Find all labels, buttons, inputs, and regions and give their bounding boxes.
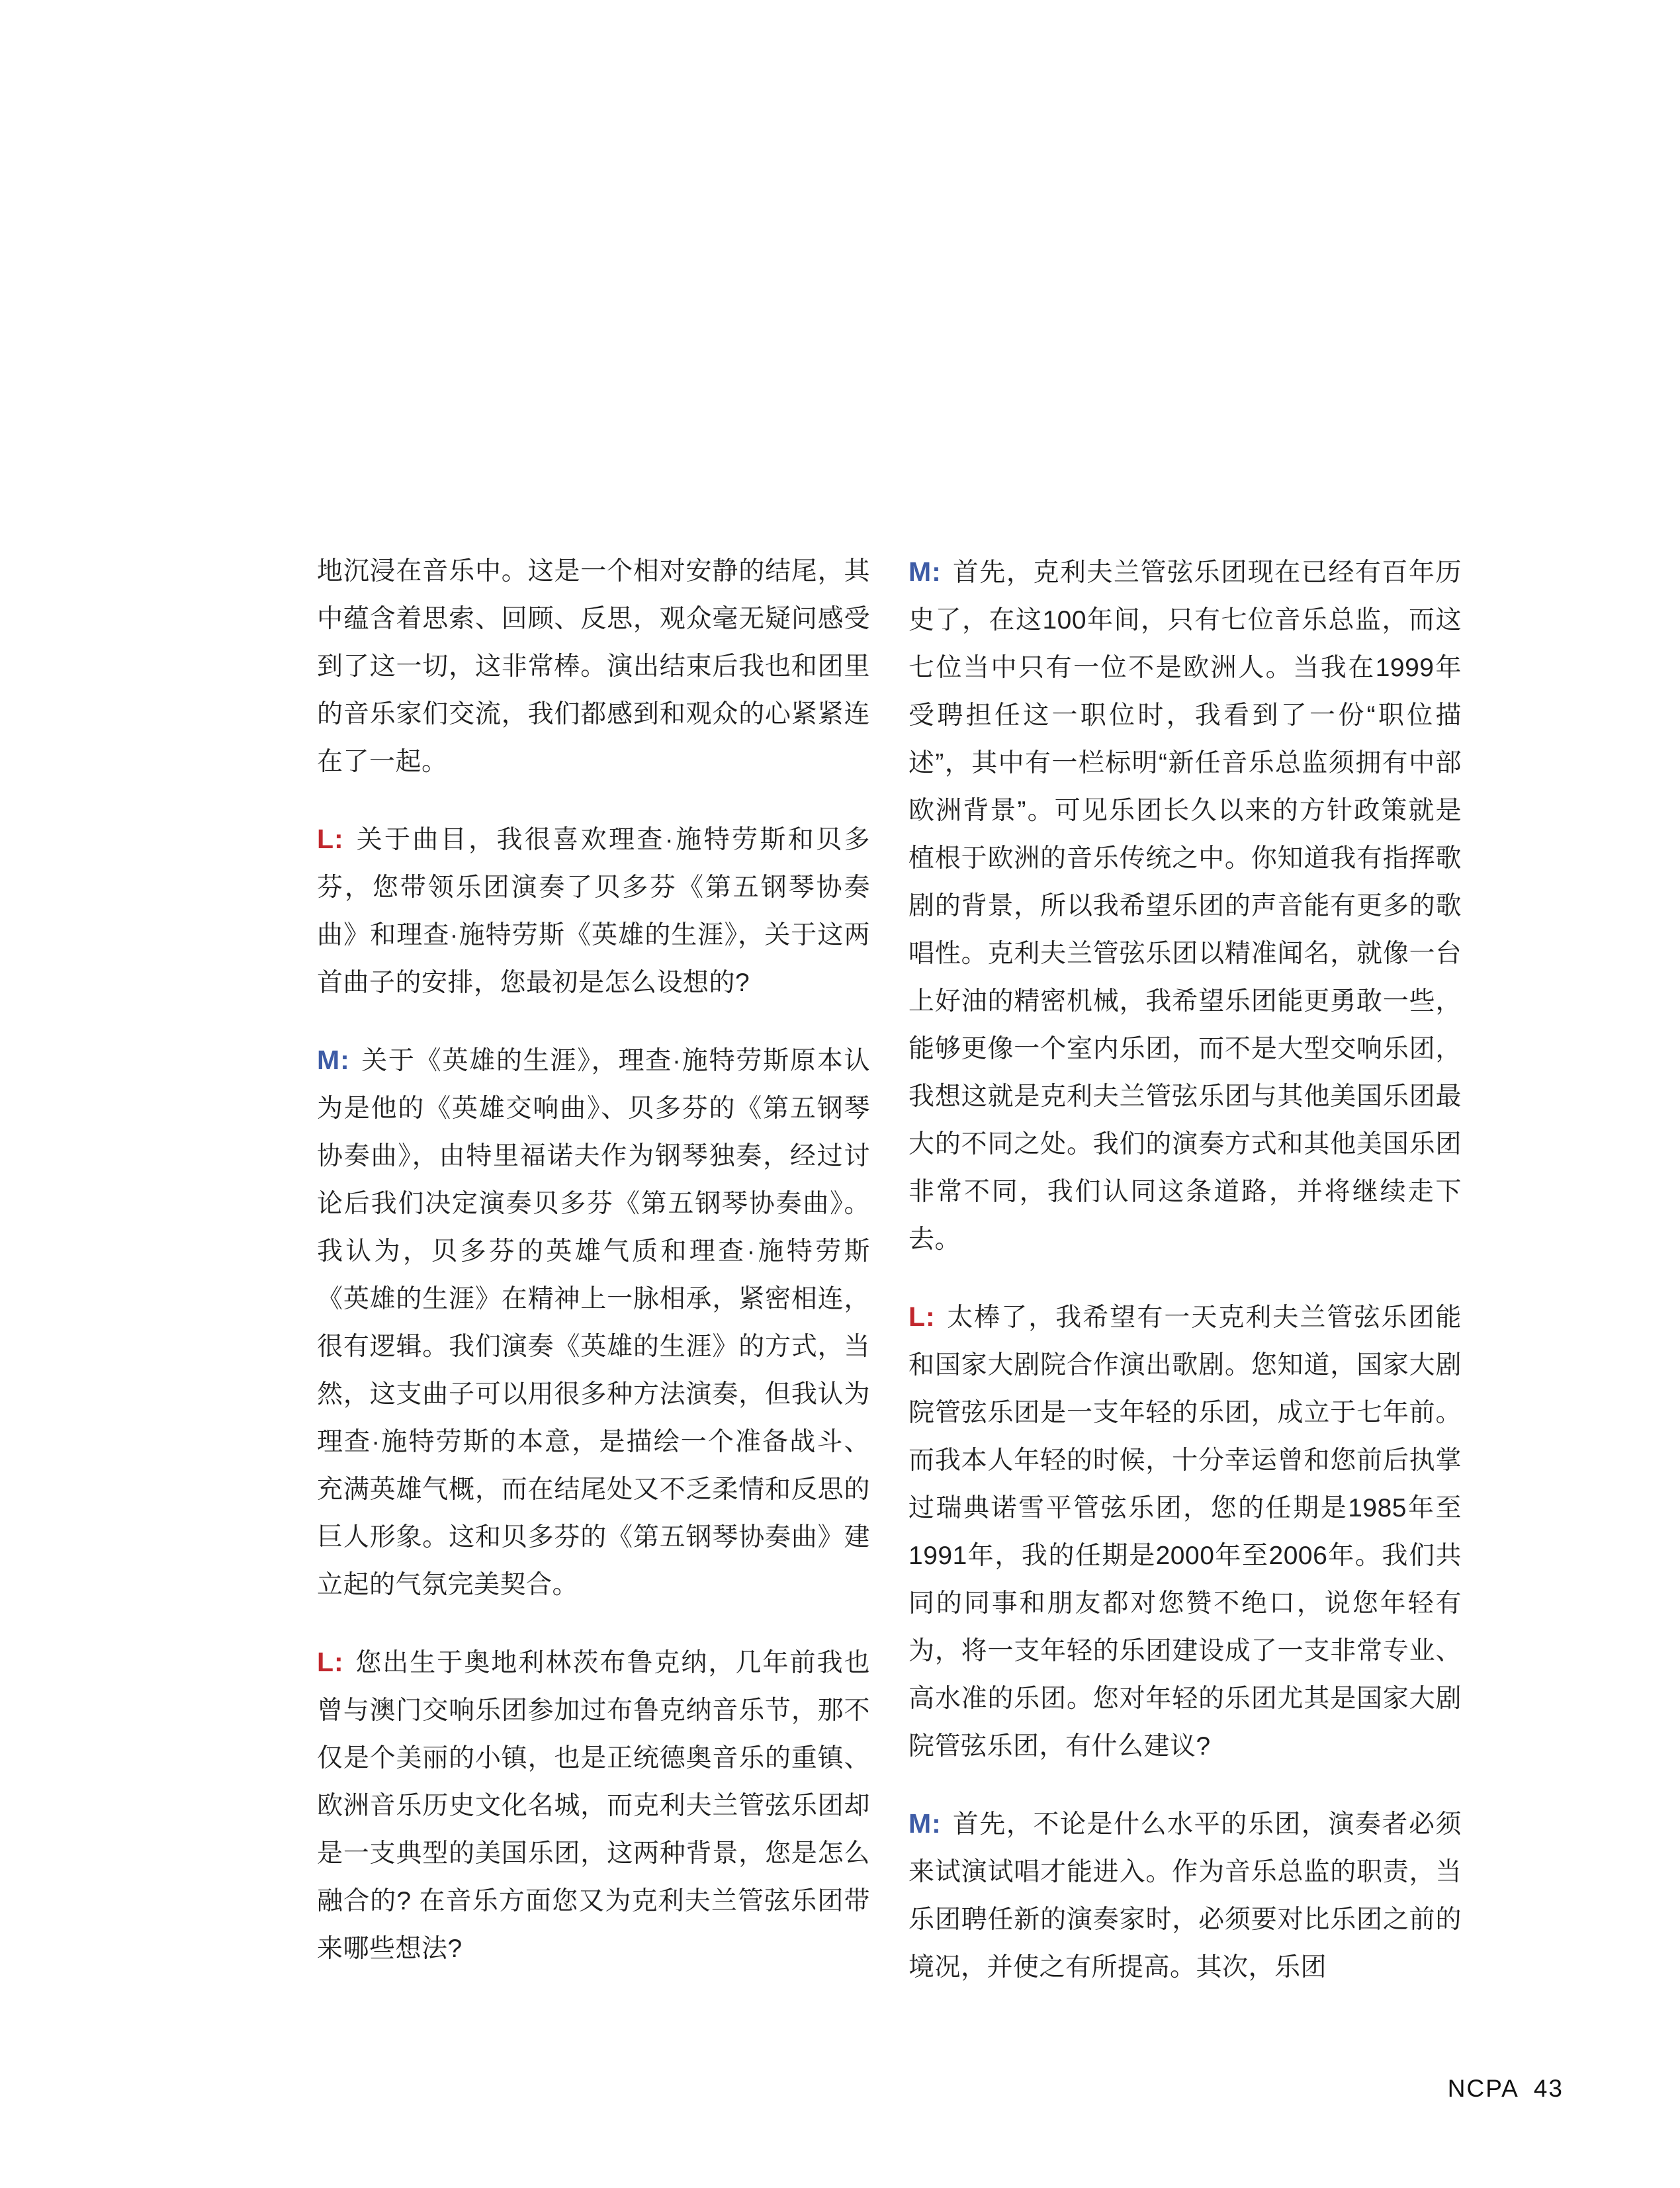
- paragraph-text: 首先，克利夫兰管弦乐团现在已经有百年历史了，在这100年间，只有七位音乐总监，而这七位当中只有一位不是欧洲人。当我在1999年受聘担任这一职位时，我看到了一份“职位描述”，其中有一栏标明“新任音乐总监须拥有中部欧洲背景”。可见乐团长久以来的方针政策就是植根于欧洲的音乐传统之中。你知道我有指挥歌剧的背景，所以我希望乐团的声音能有更多的歌唱性。克利夫兰管弦乐团以精准闻名，就像一台上好油的精密机械，我希望乐团能更勇敢一些，能够更像一个室内乐团，而不是大型交响乐团，我想这就是克利夫兰管弦乐团与其他美国乐团最大的不同之处。我们的演奏方式和其他美国乐团非常不同，我们认同这条道路，并将继续走下去。: [908, 558, 1462, 1254]
- speaker-label-m: M:: [908, 556, 942, 587]
- left-text-column: [317, 548, 870, 2002]
- speaker-label-l: L:: [317, 824, 344, 854]
- interview-paragraph: [317, 548, 870, 786]
- paragraph-text: 地沉浸在音乐中。这是一个相对安静的结尾，其中蕴含着思索、回顾、反思，观众毫无疑问感受到了这一切，这非常棒。演出结束后我也和团里的音乐家们交流，我们都感到和观众的心紧紧连在了一起。: [317, 557, 870, 776]
- paragraph-text: 太棒了，我希望有一天克利夫兰管弦乐团能和国家大剧院合作演出歌剧。您知道，国家大剧院管弦乐团是一支年轻的乐团，成立于七年前。而我本人年轻的时候，十分幸运曾和您前后执掌过瑞典诺雪平管弦乐团，您的任期是1985年至1991年，我的任期是2000年至2006年。我们共同的同事和朋友都对您赞不绝口，说您年轻有为，将一支年轻的乐团建设成了一支非常专业、高水准的乐团。您对年轻的乐团尤其是国家大剧院管弦乐团，有什么建议?: [908, 1303, 1462, 1761]
- paragraph-text: 关于曲目，我很喜欢理查·施特劳斯和贝多芬，您带领乐团演奏了贝多芬《第五钢琴协奏曲》和理查·施特劳斯《英雄的生涯》，关于这两首曲子的安排，您最初是怎么设想的?: [317, 826, 870, 997]
- speaker-label-m: M:: [317, 1045, 350, 1075]
- page-footer: [1448, 2075, 1564, 2103]
- interview-paragraph: [908, 548, 1462, 1264]
- interview-paragraph: [908, 1800, 1462, 1991]
- interview-paragraph: [908, 1293, 1462, 1771]
- speaker-label-m: M:: [908, 1808, 942, 1839]
- footer-brand: NCPA: [1447, 2075, 1519, 2102]
- paragraph-text: 关于《英雄的生涯》，理查·施特劳斯原本认为是他的《英雄交响曲》、贝多芬的《第五钢琴协奏曲》，由特里福诺夫作为钢琴独奏，经过讨论后我们决定演奏贝多芬《第五钢琴协奏曲》。我认为，贝多芬的英雄气质和理查·施特劳斯《英雄的生涯》在精神上一脉相承，紧密相连，很有逻辑。我们演奏《英雄的生涯》的方式，当然，这支曲子可以用很多种方法演奏，但我认为理查·施特劳斯的本意，是描绘一个准备战斗、充满英雄气概，而在结尾处又不乏柔情和反思的巨人形象。这和贝多芬的《第五钢琴协奏曲》建立起的气氛完美契合。: [317, 1047, 870, 1599]
- speaker-label-l: L:: [317, 1647, 344, 1677]
- interview-paragraph: [317, 1638, 870, 1973]
- interview-paragraph: [317, 815, 870, 1007]
- paragraph-text: 首先，不论是什么水平的乐团，演奏者必须来试演试唱才能进入。作为音乐总监的职责，当乐团聘任新的演奏家时，必须要对比乐团之前的境况，并使之有所提高。其次，乐团: [908, 1810, 1462, 1982]
- interview-paragraph: [317, 1036, 870, 1609]
- paragraph-text: 您出生于奥地利林茨布鲁克纳，几年前我也曾与澳门交响乐团参加过布鲁克纳音乐节，那不仅是个美丽的小镇，也是正统德奥音乐的重镇、欧洲音乐历史文化名城，而克利夫兰管弦乐团却是一支典型的美国乐团，这两种背景，您是怎么融合的? 在音乐方面您又为克利夫兰管弦乐团带来哪些想法?: [317, 1649, 870, 1963]
- speaker-label-l: L:: [908, 1301, 936, 1332]
- right-text-column: [908, 548, 1462, 2021]
- footer-page-number: 43: [1533, 2075, 1564, 2102]
